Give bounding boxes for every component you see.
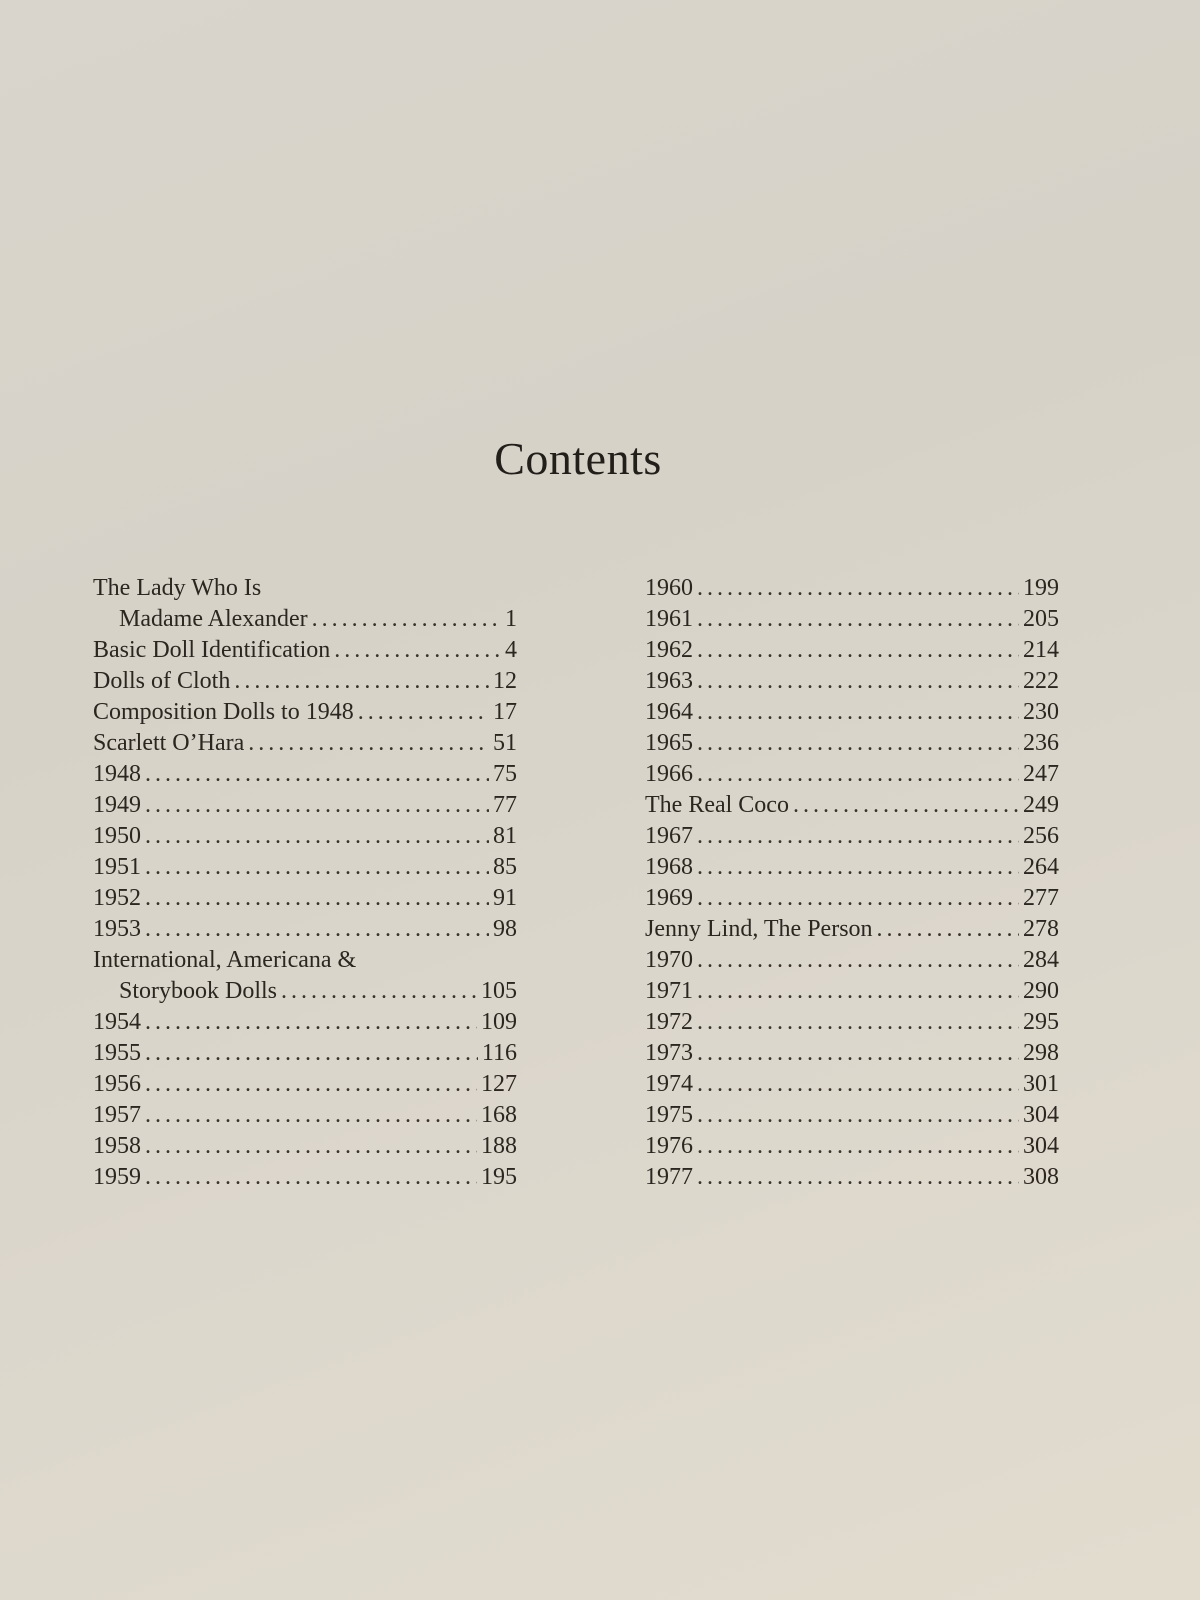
- toc-entry: [645, 1069, 1059, 1100]
- toc-entry: [645, 821, 1059, 852]
- toc-entry-label: 1975: [645, 1102, 693, 1128]
- toc-entry: [645, 914, 1059, 945]
- toc-entry-label: 1956: [93, 1071, 141, 1097]
- dot-leader: [697, 1007, 1019, 1038]
- toc-entry-label: 1951: [93, 854, 141, 880]
- toc-entry: [93, 604, 517, 635]
- toc-entry-label: International, Americana &: [93, 947, 357, 973]
- dot-leader: [145, 821, 489, 852]
- toc-entry-page-number: 264: [1023, 854, 1059, 880]
- toc-entry: [93, 728, 517, 759]
- toc-entry-page-number: 304: [1023, 1133, 1059, 1159]
- dot-leader: [145, 1007, 477, 1038]
- dot-leader: [697, 635, 1019, 666]
- dot-leader: [877, 914, 1019, 945]
- toc-entry: [93, 914, 517, 945]
- toc-entry: [645, 666, 1059, 697]
- toc-entry-label: 1950: [93, 823, 141, 849]
- toc-entry: [645, 604, 1059, 635]
- dot-leader: [697, 976, 1019, 1007]
- toc-entry-label: Madame Alexander: [119, 606, 308, 632]
- toc-entry-label: Scarlett O’Hara: [93, 730, 245, 756]
- dot-leader: [697, 1100, 1019, 1131]
- dot-leader: [145, 1038, 478, 1069]
- toc-entry-label: 1963: [645, 668, 693, 694]
- toc-entry-page-number: 81: [493, 823, 517, 849]
- toc-entry: [93, 1069, 517, 1100]
- toc-entry: [645, 1038, 1059, 1069]
- toc-entry-label: 1969: [645, 885, 693, 911]
- toc-entry-label: 1955: [93, 1040, 141, 1066]
- toc-entry-label: 1973: [645, 1040, 693, 1066]
- toc-entry-label: Basic Doll Identification: [93, 637, 331, 663]
- toc-entry: [645, 883, 1059, 914]
- toc-entry-label: 1958: [93, 1133, 141, 1159]
- toc-entry-label: 1971: [645, 978, 693, 1004]
- toc-entry: [93, 1131, 517, 1162]
- dot-leader: [697, 852, 1019, 883]
- dot-leader: [145, 790, 489, 821]
- dot-leader: [697, 1069, 1019, 1100]
- toc-entry: [93, 759, 517, 790]
- toc-entry: [645, 635, 1059, 666]
- dot-leader: [358, 697, 489, 728]
- toc-entry: [645, 728, 1059, 759]
- toc-entry-page-number: 308: [1023, 1164, 1059, 1190]
- dot-leader: [145, 883, 489, 914]
- toc-entry-page-number: 249: [1023, 792, 1059, 818]
- toc-entry-label: The Real Coco: [645, 792, 789, 818]
- toc-entry-page-number: 284: [1023, 947, 1059, 973]
- dot-leader: [697, 697, 1019, 728]
- toc-entry-label: Storybook Dolls: [119, 978, 278, 1004]
- dot-leader: [697, 666, 1019, 697]
- toc-entry: [93, 883, 517, 914]
- dot-leader: [334, 635, 501, 666]
- dot-leader: [697, 1038, 1019, 1069]
- toc-entry-label: Jenny Lind, The Person: [645, 916, 873, 942]
- toc-entry: [645, 1100, 1059, 1131]
- toc-entry-page-number: 290: [1023, 978, 1059, 1004]
- toc-entry-page-number: 4: [505, 637, 517, 663]
- toc-entry-label: 1948: [93, 761, 141, 787]
- dot-leader: [697, 728, 1019, 759]
- page-title: Contents: [494, 433, 662, 484]
- toc-entry: [645, 697, 1059, 728]
- toc-entry: [93, 790, 517, 821]
- toc-entry-label: 1957: [93, 1102, 141, 1128]
- toc-entry-page-number: 1: [505, 606, 517, 632]
- toc-entry: [645, 852, 1059, 883]
- toc-entry-page-number: 105: [481, 978, 517, 1004]
- toc-entry-page-number: 247: [1023, 761, 1059, 787]
- toc-entry-page-number: 222: [1023, 668, 1059, 694]
- dot-leader: [248, 728, 489, 759]
- dot-leader: [697, 821, 1019, 852]
- toc-entry-page-number: 12: [493, 668, 517, 694]
- toc-entry-page-number: 304: [1023, 1102, 1059, 1128]
- toc-entry-page-number: 109: [481, 1009, 517, 1035]
- dot-leader: [145, 1069, 477, 1100]
- toc-entry-page-number: 199: [1023, 575, 1059, 601]
- toc-entry: [645, 790, 1059, 821]
- toc-entry-label: 1949: [93, 792, 141, 818]
- toc-entry-label: The Lady Who Is: [93, 575, 262, 601]
- dot-leader: [793, 790, 1019, 821]
- dot-leader: [697, 604, 1019, 635]
- dot-leader: [697, 1131, 1019, 1162]
- toc-entry-label: 1964: [645, 699, 693, 725]
- toc-entry-page-number: 236: [1023, 730, 1059, 756]
- toc-entry-label: 1960: [645, 575, 693, 601]
- toc-entry-label: 1970: [645, 947, 693, 973]
- dot-leader: [145, 759, 489, 790]
- dot-leader: [697, 759, 1019, 790]
- toc-entry-label: 1974: [645, 1071, 693, 1097]
- toc-entry-label: 1972: [645, 1009, 693, 1035]
- toc-entry-label: 1962: [645, 637, 693, 663]
- toc-entry-page-number: 298: [1023, 1040, 1059, 1066]
- toc-entry-page-number: 295: [1023, 1009, 1059, 1035]
- toc-entry-label: 1952: [93, 885, 141, 911]
- toc-entry-page-number: 188: [481, 1133, 517, 1159]
- toc-entry-page-number: 77: [493, 792, 517, 818]
- toc-entry-label: 1959: [93, 1164, 141, 1190]
- dot-leader: [234, 666, 489, 697]
- dot-leader: [145, 852, 489, 883]
- toc-entry-page-number: 91: [493, 885, 517, 911]
- toc-entry-page-number: 277: [1023, 885, 1059, 911]
- dot-leader: [697, 573, 1019, 604]
- toc-entry: [645, 1007, 1059, 1038]
- toc-entry: [93, 1162, 517, 1193]
- toc-entry-page-number: 17: [493, 699, 517, 725]
- toc-entry: [93, 1100, 517, 1131]
- toc-entry: [645, 976, 1059, 1007]
- dot-leader: [145, 1131, 477, 1162]
- dot-leader: [145, 1100, 477, 1131]
- toc-entry-page-number: 127: [481, 1071, 517, 1097]
- toc-entry: [93, 852, 517, 883]
- toc-entry-label: 1954: [93, 1009, 141, 1035]
- toc-entry: [645, 1131, 1059, 1162]
- toc-entry-page-number: 85: [493, 854, 517, 880]
- toc-entry: [93, 1038, 517, 1069]
- toc-entry: [93, 635, 517, 666]
- toc-entry-label: 1976: [645, 1133, 693, 1159]
- toc-entry-label: 1965: [645, 730, 693, 756]
- toc-entry: [93, 666, 517, 697]
- toc-entry: [645, 759, 1059, 790]
- toc-entry-page-number: 195: [481, 1164, 517, 1190]
- toc-entry-label: 1961: [645, 606, 693, 632]
- dot-leader: [697, 945, 1019, 976]
- toc-entry: [645, 945, 1059, 976]
- dot-leader: [145, 1162, 477, 1193]
- dot-leader: [312, 604, 501, 635]
- toc-entry-label: Dolls of Cloth: [93, 668, 231, 694]
- toc-entry-page-number: 98: [493, 916, 517, 942]
- toc-entry-page-number: 168: [481, 1102, 517, 1128]
- toc-entry-label: 1967: [645, 823, 693, 849]
- toc-entry-label: Composition Dolls to 1948: [93, 699, 354, 725]
- toc-entry-page-number: 278: [1023, 916, 1059, 942]
- dot-leader: [697, 1162, 1019, 1193]
- dot-leader: [281, 976, 477, 1007]
- toc-entry-label: 1968: [645, 854, 693, 880]
- toc-entry: [93, 976, 517, 1007]
- toc-entry: [645, 1162, 1059, 1193]
- toc-entry-label: 1977: [645, 1164, 693, 1190]
- toc-entry: [93, 821, 517, 852]
- toc-column-left: [93, 573, 517, 1193]
- toc-entry: [93, 945, 517, 976]
- toc-entry-page-number: 75: [493, 761, 517, 787]
- toc-entry-page-number: 51: [493, 730, 517, 756]
- toc-entry: [93, 1007, 517, 1038]
- toc-entry-page-number: 301: [1023, 1071, 1059, 1097]
- dot-leader: [697, 883, 1019, 914]
- toc-entry-page-number: 205: [1023, 606, 1059, 632]
- toc-entry: [645, 573, 1059, 604]
- dot-leader: [145, 914, 489, 945]
- toc-entry-page-number: 230: [1023, 699, 1059, 725]
- toc-entry-label: 1966: [645, 761, 693, 787]
- toc-entry-page-number: 116: [481, 1040, 517, 1066]
- toc-entry-page-number: 256: [1023, 823, 1059, 849]
- toc-column-right: [645, 573, 1059, 1193]
- toc-entry: [93, 573, 517, 604]
- toc-entry: [93, 697, 517, 728]
- toc-entry-page-number: 214: [1023, 637, 1059, 663]
- toc-entry-label: 1953: [93, 916, 141, 942]
